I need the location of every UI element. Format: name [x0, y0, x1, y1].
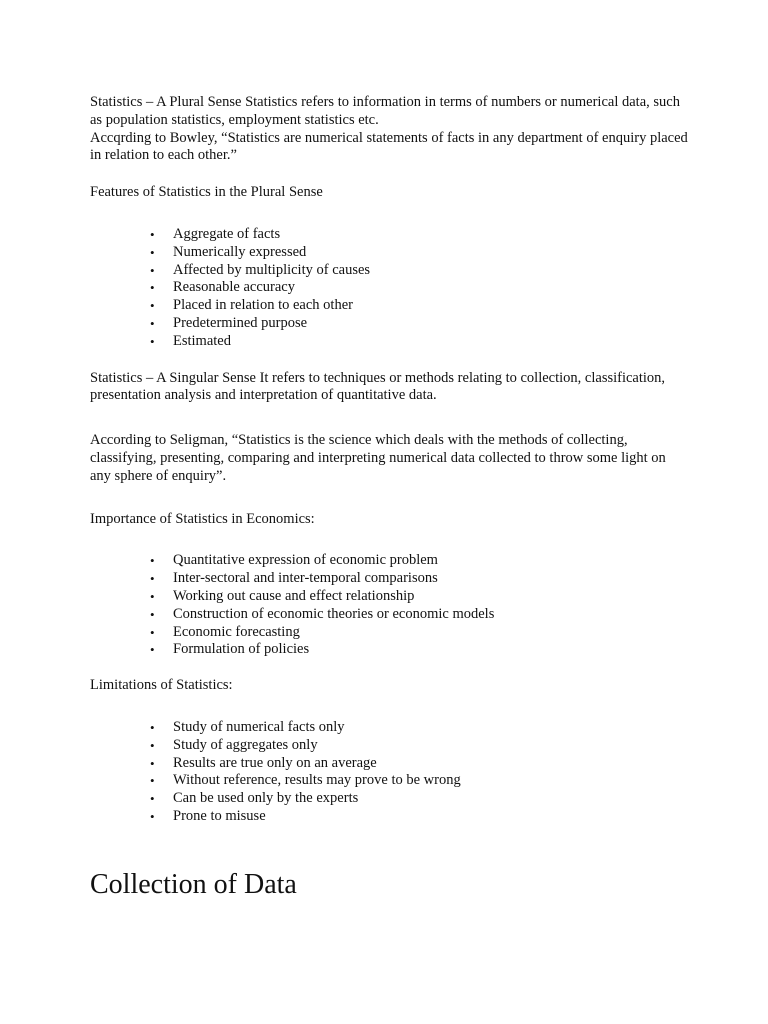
list-item: • Working out cause and effect relationship [90, 588, 690, 606]
list-item: • Formulation of policies [90, 641, 690, 659]
list-item: • Can be used only by the experts [90, 790, 690, 808]
list-item: • Study of numerical facts only [90, 719, 690, 737]
list-item: • Numerically expressed [90, 244, 690, 262]
singular-sense-paragraph: Statistics – A Singular Sense It refers to techniques or methods relating to collection, classification, presentation analysis and interpretation of quantitative data. [90, 369, 666, 404]
list-item: • Estimated [90, 333, 690, 351]
limitations-list [90, 719, 690, 826]
list-item: • Study of aggregates only [90, 737, 690, 755]
importance-list [90, 552, 690, 659]
list-item: • Quantitative expression of economic problem [90, 552, 690, 570]
list-item: • Predetermined purpose [90, 315, 690, 333]
list-item: • Economic forecasting [90, 624, 690, 642]
list-item: • Construction of economic theories or economic models [90, 606, 690, 624]
document-body [90, 94, 690, 826]
list-item: • Affected by multiplicity of causes [90, 262, 690, 280]
list-item: • Reasonable accuracy [90, 279, 690, 297]
collection-of-data-heading: Collection of Data [90, 869, 297, 900]
features-heading: Features of Statistics in the Plural Sense [90, 184, 323, 201]
limitations-heading: Limitations of Statistics: [90, 677, 233, 694]
list-item: • Without reference, results may prove to be wrong [90, 772, 690, 790]
bowley-quote-paragraph: Accqrding to Bowley, “Statistics are numerical statements of facts in any department of enquiry placed in relation to each other.” [90, 129, 688, 164]
seligman-quote-paragraph: According to Seligman, “Statistics is the science which deals with the methods of collecting, classifying, presenting, comparing and interpreting numerical data collected to throw some light on any sphere of enquiry”. [90, 432, 666, 484]
list-item: • Placed in relation to each other [90, 297, 690, 315]
list-item: • Inter-sectoral and inter-temporal comparisons [90, 570, 690, 588]
list-item: • Results are true only on an average [90, 755, 690, 773]
plural-sense-paragraph: Statistics – A Plural Sense Statistics refers to information in terms of numbers or numerical data, such as population statistics, employment statistics etc. [90, 94, 680, 128]
list-item: • Prone to misuse [90, 808, 690, 826]
importance-heading: Importance of Statistics in Economics: [90, 510, 315, 527]
list-item: • Aggregate of facts [90, 226, 690, 244]
features-list [90, 226, 690, 351]
